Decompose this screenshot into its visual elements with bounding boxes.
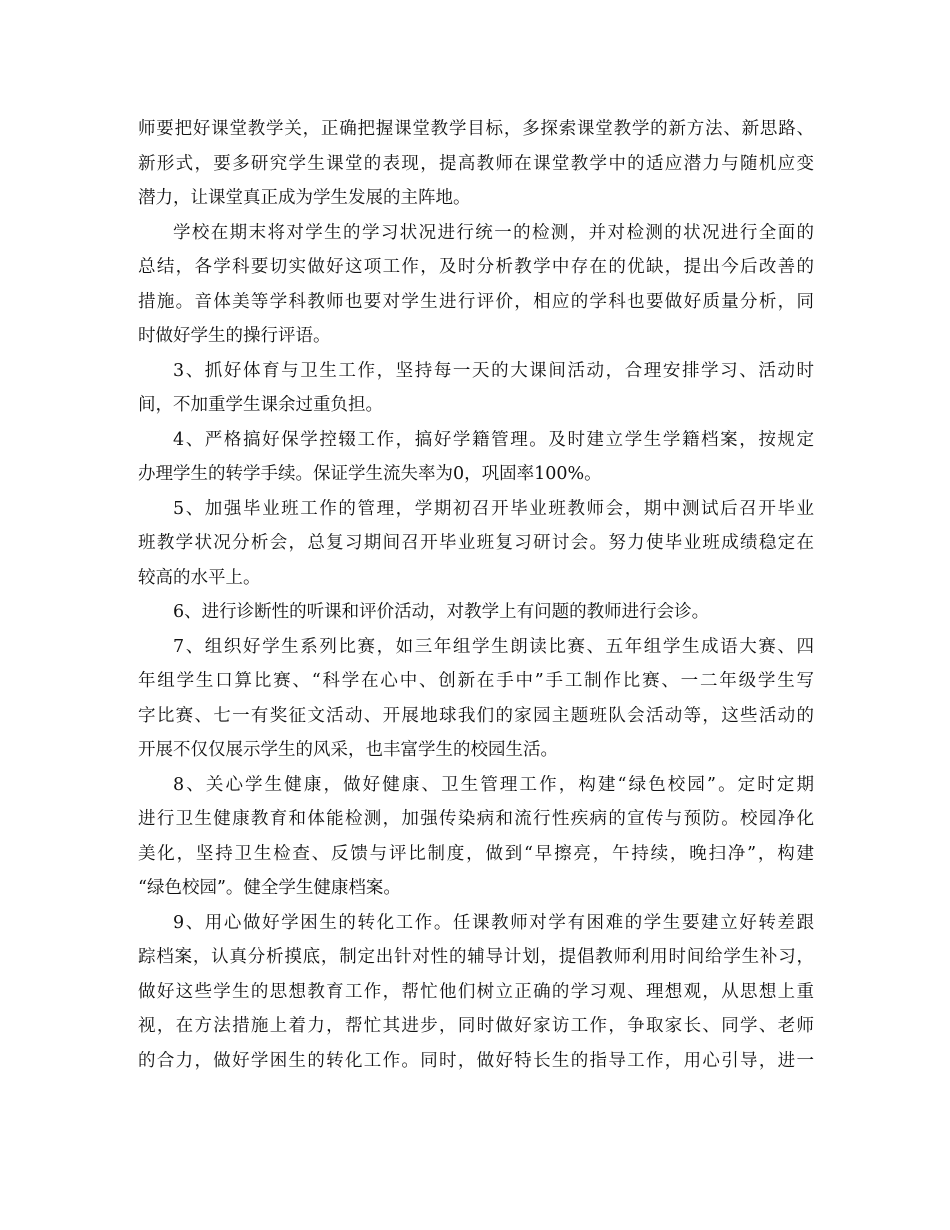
- paragraph-item-7: [138, 630, 814, 768]
- text-line: 的合力，做好学困生的转化工作。同时，做好特长生的指导工作，用心引导，进一: [138, 1050, 814, 1071]
- text-line: 间，不加重学生课余过重负担。: [138, 395, 383, 415]
- paragraph-item-5: [138, 492, 814, 596]
- text-line: 学校在期末将对学生的学习状况进行统一的检测，并对检测的状况进行全面的: [173, 222, 814, 243]
- paragraph-continuation: [138, 112, 814, 216]
- text-line: 开展不仅仅展示学生的风采，也丰富学生的校园生活。: [138, 740, 558, 760]
- paragraph-item-4: [138, 423, 814, 492]
- text-line: 9、用心做好学困生的转化工作。任课教师对学有困难的学生要建立好转差跟: [173, 912, 814, 933]
- text-line: 视，在方法措施上着力，帮忙其进步，同时做好家访工作，争取家长、同学、老师: [138, 1016, 814, 1036]
- text-line: 师要把好课堂教学关，正确把握课堂教学目标，多探索课堂教学的新方法、新思路、: [138, 119, 814, 139]
- text-line: 做好这些学生的思想教育工作，帮忙他们树立正确的学习观、理想观，从思想上重: [138, 981, 814, 1002]
- text-line: 8、关心学生健康，做好健康、卫生管理工作，构建“绿色校园”。定时定期: [173, 774, 814, 795]
- paragraph-item-6: [138, 595, 814, 630]
- paragraph-exam-summary: [138, 216, 814, 354]
- text-line: 5、加强毕业班工作的管理，学期初召开毕业班教师会，期中测试后召开毕业: [173, 498, 814, 519]
- text-line: 进行卫生健康教育和体能检测，加强传染病和流行性疾病的宣传与预防。校园净化: [138, 809, 814, 829]
- text-line: 美化，坚持卫生检查、反馈与评比制度，做到“早擦亮，午持续，晚扫净”，构建: [138, 843, 814, 864]
- text-line: 时做好学生的操行评语。: [138, 326, 331, 346]
- text-line: 4、严格搞好保学控辍工作，搞好学籍管理。及时建立学生学籍档案，按规定: [173, 429, 814, 450]
- text-line: 潜力，让课堂真正成为学生发展的主阵地。: [138, 188, 471, 208]
- paragraph-item-9: [138, 906, 814, 1079]
- text-line: 字比赛、七一有奖征文活动、开展地球我们的家园主题班队会活动等，这些活动的: [138, 705, 814, 726]
- text-line: 班教学状况分析会，总复习期间召开毕业班复习研讨会。努力使毕业班成绩稳定在: [138, 533, 814, 553]
- text-line: 7、组织好学生系列比赛，如三年组学生朗读比赛、五年组学生成语大赛、四: [173, 636, 814, 657]
- paragraph-item-3: [138, 354, 814, 423]
- text-line: 新形式，要多研究学生课堂的表现，提高教师在课堂教学中的适应潜力与随机应变: [138, 153, 814, 174]
- text-line: 办理学生的转学手续。保证学生流失率为0，巩固率100%。: [138, 464, 602, 484]
- document-page: [138, 112, 814, 1078]
- text-line: 年组学生口算比赛、“科学在心中、创新在手中”手工制作比赛、一二年级学生写: [138, 671, 814, 691]
- text-line: 6、进行诊断性的听课和评价活动，对教学上有问题的教师进行会诊。: [173, 602, 710, 622]
- text-line: 踪档案，认真分析摸底，制定出针对性的辅导计划，提倡教师利用时间给学生补习，: [138, 947, 814, 967]
- text-line: “绿色校园”。健全学生健康档案。: [138, 878, 401, 898]
- text-line: 较高的水平上。: [138, 567, 261, 588]
- text-line: 3、抓好体育与卫生工作，坚持每一天的大课间活动，合理安排学习、活动时: [173, 360, 814, 381]
- paragraph-item-8: [138, 768, 814, 906]
- text-line: 总结，各学科要切实做好这项工作，及时分析教学中存在的优缺，提出今后改善的: [138, 257, 814, 277]
- text-line: 措施。音体美等学科教师也要对学生进行评价，相应的学科也要做好质量分析，同: [138, 291, 814, 312]
